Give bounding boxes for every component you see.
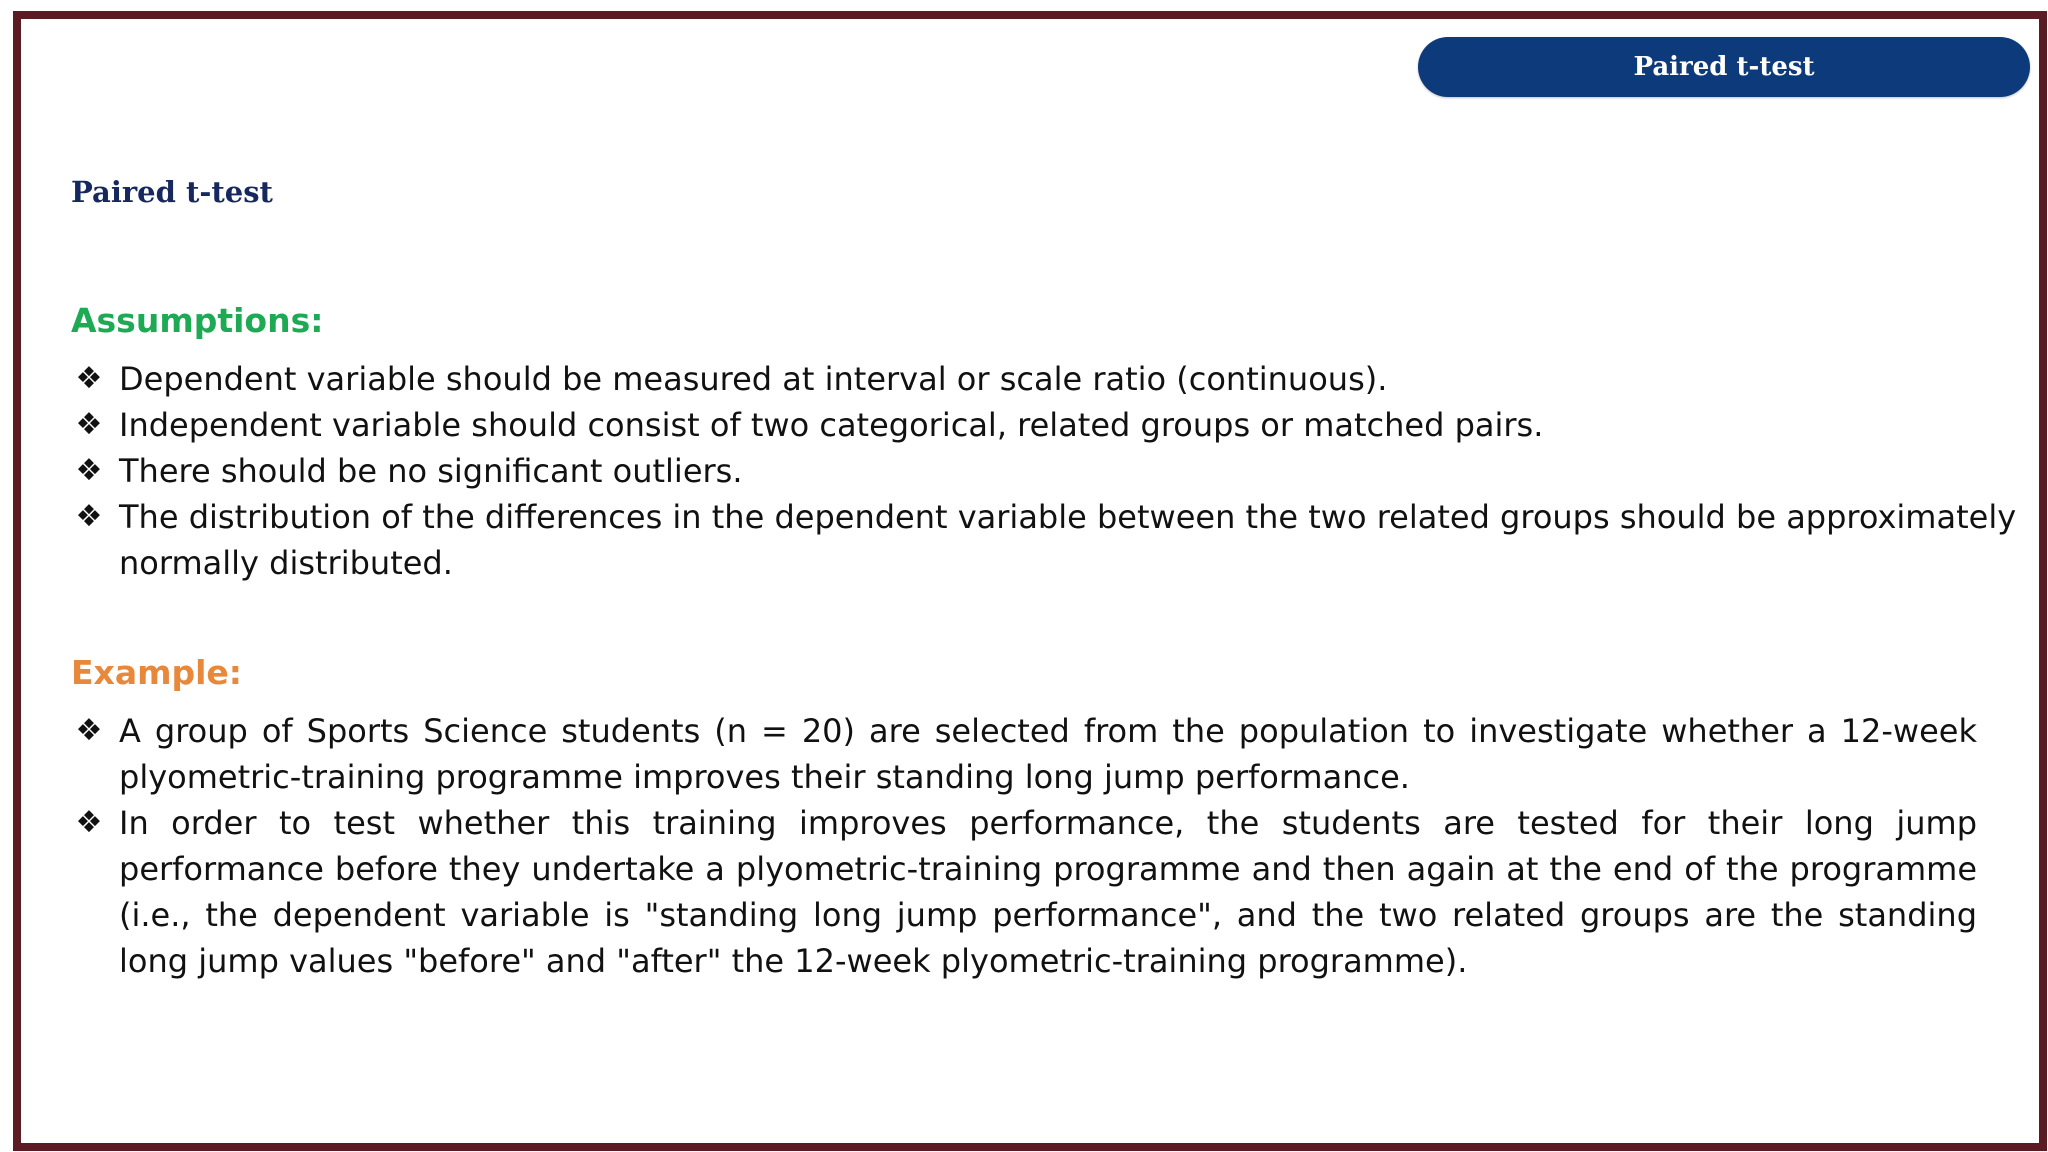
four-diamond-bullet-icon: ❖	[75, 713, 103, 748]
list-item	[71, 800, 1977, 984]
four-diamond-bullet-icon: ❖	[75, 499, 103, 534]
four-diamond-bullet-icon: ❖	[75, 805, 103, 840]
header-pill	[1418, 37, 2030, 97]
assumptions-heading: Assumptions:	[71, 301, 324, 340]
list-item	[71, 356, 2031, 402]
example-heading: Example:	[71, 653, 242, 692]
header-pill-label: Paired t-test	[1633, 52, 1815, 82]
assumption-text: Independent variable should consist of two categorical, related groups or matched pairs.	[119, 406, 1544, 444]
list-item	[71, 708, 1977, 800]
assumptions-list	[71, 356, 2031, 586]
page-title: Paired t-test	[71, 175, 273, 209]
assumption-text: There should be no significant outliers.	[119, 452, 743, 490]
four-diamond-bullet-icon: ❖	[75, 453, 103, 488]
example-text: A group of Sports Science students (n = 20) are selected from the population to investigate whether a 12-week plyometric-training programme improves their standing long jump performance.	[119, 712, 1977, 796]
assumption-text: The distribution of the differences in the dependent variable between the two related groups should be approximately normally distributed.	[119, 498, 2017, 582]
four-diamond-bullet-icon: ❖	[75, 407, 103, 442]
slide-frame	[13, 11, 2047, 1151]
assumption-text: Dependent variable should be measured at interval or scale ratio (continuous).	[119, 360, 1388, 398]
list-item	[71, 402, 2031, 448]
example-text: In order to test whether this training improves performance, the students are tested for their long jump performance before they undertake a plyometric-training programme and then again at the end of the programme (i.e., the dependent variable is "standing long jump performance", and the two related groups are the standing long jump values "before" and "after" the 12-week plyometric-training programme).	[119, 804, 1977, 980]
example-list	[71, 708, 1977, 984]
four-diamond-bullet-icon: ❖	[75, 361, 103, 396]
list-item	[71, 448, 2031, 494]
list-item	[71, 494, 2031, 586]
